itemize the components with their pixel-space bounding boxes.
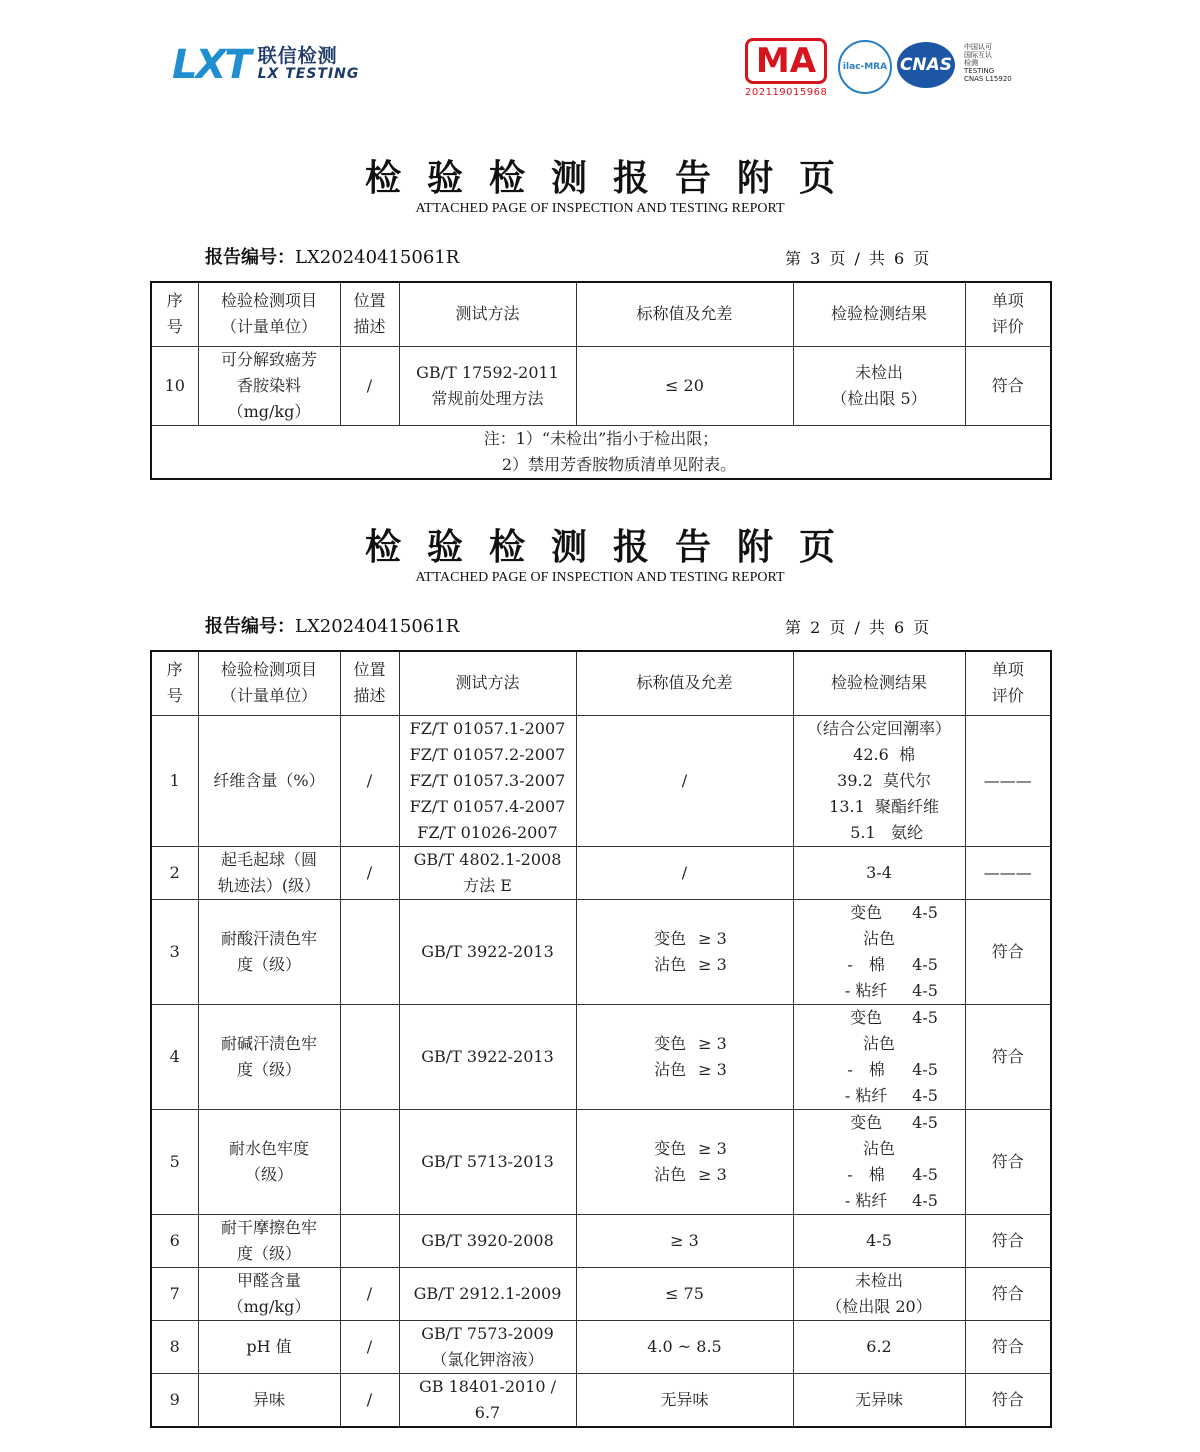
- table-row: 1 纤维含量（%） / FZ/T 01057.1-2007 FZ/T 01057.2-2007 FZ/T 01057.3-2007 FZ/T 01057.4-2007 FZ/T 01026-2007 / （结合公定回潮率） 42.6 棉 39.2 莫代尔 13.1 聚酯纤维 5.1 氨纶 ———: [151, 715, 1051, 846]
- page2-report-number: 报告编号：LX20240415061R: [205, 616, 460, 637]
- col-position: 位置 描述: [340, 282, 399, 346]
- cma-label: MA: [745, 38, 827, 84]
- page3-subtitle: ATTACHED PAGE OF INSPECTION AND TESTING REPORT: [415, 201, 785, 216]
- cma-seal: [745, 38, 827, 98]
- table-row: 3 耐酸汗渍色牢 度（级） GB/T 3922-2013 变色 ≥ 3 沾色 ≥ 3 变色 4-5 沾色 - 棉 4-5 - 粘纤 4-5 符合: [151, 899, 1051, 1004]
- table-row: 8 pH 值 / GB/T 7573-2009 （氯化钾溶液） 4.0 ~ 8.5 6.2 符合: [151, 1320, 1051, 1373]
- table-row: 9 异味 / GB 18401-2010 / 6.7 无异味 无异味 符合: [151, 1373, 1051, 1427]
- lx-testing-logo: [172, 42, 359, 88]
- page3-title: 检验检测报告附页: [364, 157, 861, 199]
- col-item: 检验检测项目 （计量单位）: [198, 282, 340, 346]
- page2-subtitle: ATTACHED PAGE OF INSPECTION AND TESTING REPORT: [415, 570, 785, 585]
- note-2: 2）禁用芳香胺物质清单见附表。: [501, 454, 737, 474]
- table-row: 2 起毛起球（圆 轨迹法）(级） / GB/T 4802.1-2008 方法 E / 3-4 ———: [151, 846, 1051, 899]
- table-row: 4 耐碱汗渍色牢 度（级） GB/T 3922-2013 变色 ≥ 3 沾色 ≥ 3 变色 4-5 沾色 - 棉 4-5 - 粘纤 4-5 符合: [151, 1004, 1051, 1109]
- table-row: 6 耐干摩擦色牢 度（级） GB/T 3920-2008 ≥ 3 4-5 符合: [151, 1214, 1051, 1267]
- col-result: 检验检测结果: [793, 282, 965, 346]
- col-eval: 单项 评价: [965, 282, 1051, 346]
- lx-logo-mark: LXT: [172, 42, 250, 88]
- notes-row: [151, 425, 1051, 479]
- page2-title: 检验检测报告附页: [364, 526, 861, 568]
- cnas-logo: CNAS: [897, 42, 955, 88]
- table-header-row: 序 号 检验检测项目 （计量单位） 位置 描述 测试方法 标称值及允差 检验检测结果 单项 评价: [151, 651, 1051, 715]
- page2-page-info: 第 2 页 / 共 6 页: [785, 618, 930, 637]
- cnas-note: 中国认可 国际互认 检测 TESTING CNAS L15920: [964, 43, 1012, 83]
- ilac-mra-logo: ilac-MRA: [838, 40, 892, 94]
- page2-table: [150, 650, 1052, 1428]
- page3-table: [150, 281, 1052, 480]
- note-1: 注：1）“未检出”指小于检出限；: [483, 428, 719, 448]
- col-seq: 序 号: [151, 282, 198, 346]
- table-row: 10 可分解致癌芳 香胺染料 （mg/kg） / GB/T 17592-2011 常规前处理方法 ≤ 20 未检出 （检出限 5） 符合: [151, 346, 1051, 425]
- table-header-row: [151, 282, 1051, 346]
- table-row: 7 甲醛含量 （mg/kg） / GB/T 2912.1-2009 ≤ 75 未检出 （检出限 20） 符合: [151, 1267, 1051, 1320]
- cma-number: 202119015968: [745, 87, 828, 98]
- col-method: 测试方法: [399, 282, 576, 346]
- page3-page-info: 第 3 页 / 共 6 页: [785, 249, 930, 268]
- page3-report-number: 报告编号：LX20240415061R: [205, 247, 460, 268]
- logo-cn-text: 联信检测: [257, 45, 338, 67]
- table-row: 5 耐水色牢度 （级） GB/T 5713-2013 变色 ≥ 3 沾色 ≥ 3 变色 4-5 沾色 - 棉 4-5 - 粘纤 4-5 符合: [151, 1109, 1051, 1214]
- col-nominal: 标称值及允差: [576, 282, 793, 346]
- logo-en-text: LX TESTING: [257, 66, 360, 82]
